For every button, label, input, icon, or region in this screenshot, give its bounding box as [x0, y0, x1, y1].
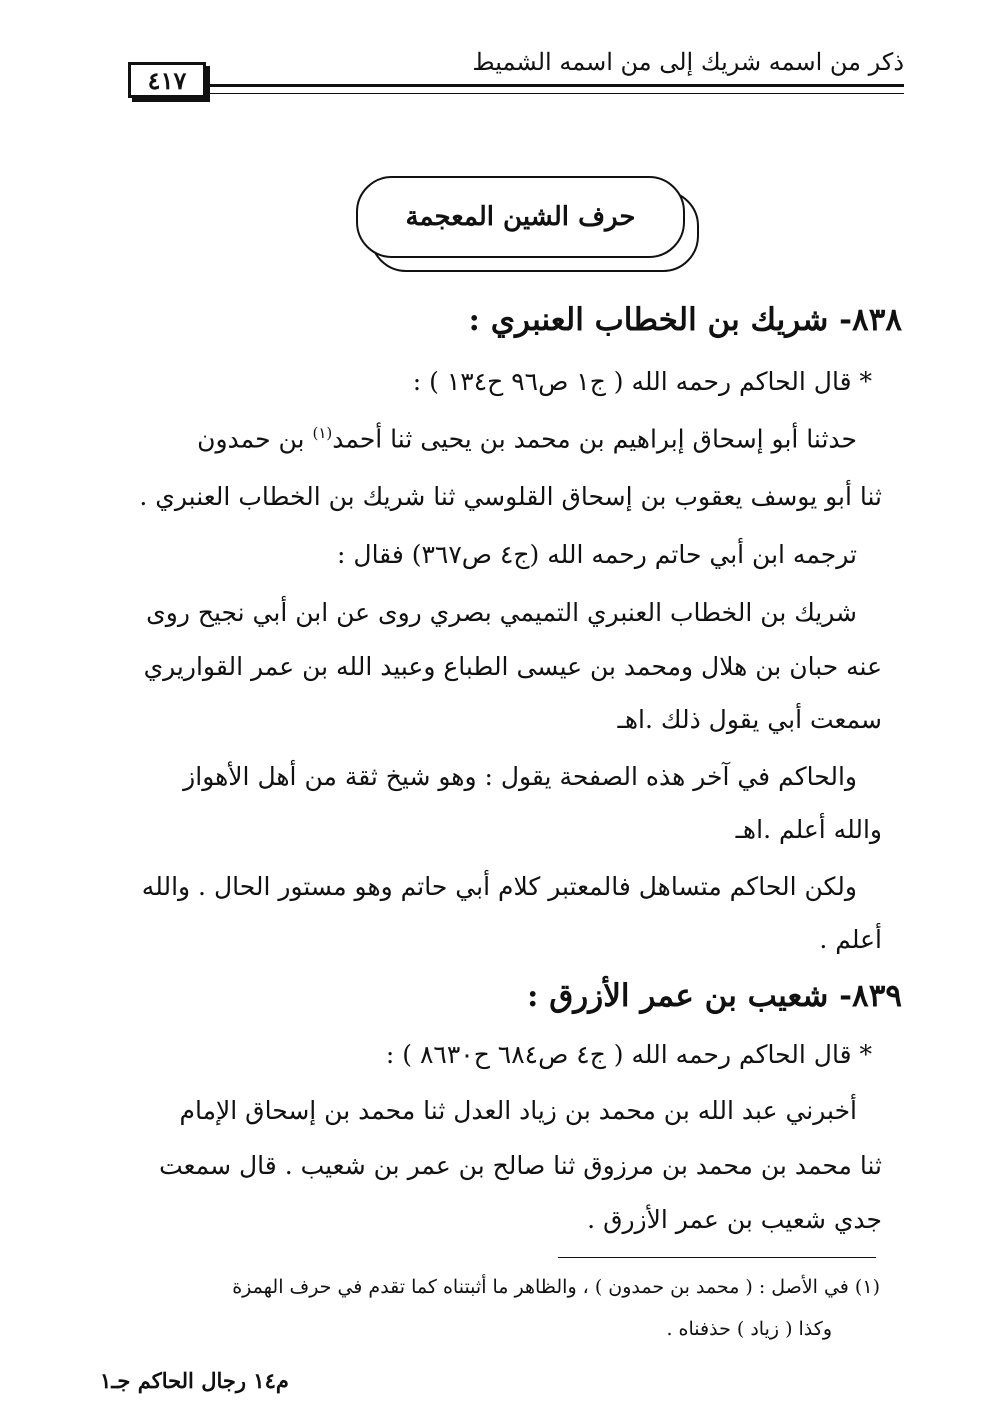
text-line: شريك بن الخطاب العنبري التميمي بصري روى عن ابن أبي نجيح روى	[146, 598, 857, 627]
running-title: ذكر من اسمه شريك إلى من اسمه الشميط	[472, 48, 904, 76]
text-line: أخبرني عبد الله بن محمد بن زياد العدل ثنا محمد بن إسحاق الإمام	[179, 1096, 857, 1125]
text-line: والله أعلم .اهـ	[735, 815, 882, 844]
entry-heading: ٨٣٨- شريك بن الخطاب العنبري :	[468, 302, 902, 338]
page-number: ٤١٧	[128, 62, 206, 98]
text-line: ترجمه ابن أبي حاتم رحمه الله (ج٤ ص٣٦٧) فقال :	[337, 540, 857, 569]
text-line: والحاكم في آخر هذه الصفحة يقول : وهو شيخ ثقة من أهل الأهواز	[183, 762, 857, 791]
text-line: ثنا محمد بن محمد بن مرزوق ثنا صالح بن عمر بن شعيب . قال سمعت	[159, 1151, 882, 1180]
text-line: ثنا أبو يوسف يعقوب بن إسحاق القلوسي ثنا شريك بن الخطاب العنبري .	[139, 482, 882, 511]
entry-heading: ٨٣٩- شعيب بن عمر الأزرق :	[527, 978, 902, 1014]
footnote-rule	[558, 1257, 876, 1258]
source-citation: * قال الحاكم رحمه الله ( ج١ ص٩٦ ح١٣٤ ) :	[412, 367, 872, 396]
chapter-title: حرف الشين المعجمة	[356, 176, 685, 258]
text-line: عنه حبان بن هلال ومحمد بن عيسى الطباع وعبيد الله بن عمر القواريري	[143, 652, 882, 681]
text-line: أعلم .	[819, 925, 882, 954]
footnote-text: وكذا ( زياد ) حذفناه .	[666, 1318, 832, 1340]
header-rule	[205, 84, 904, 94]
text-line: حدثنا أبو إسحاق إبراهيم بن محمد بن يحيى ثنا أحمد$^{(١)}$ بن حمدون	[197, 424, 857, 454]
footnote-marker: (١)	[312, 424, 333, 442]
text-line: سمعت أبي يقول ذلك .اهـ	[617, 705, 882, 734]
source-citation: * قال الحاكم رحمه الله ( ج٤ ص٦٨٤ ح٨٦٣٠ ) :	[385, 1040, 872, 1069]
text-line: ولكن الحاكم متساهل فالمعتبر كلام أبي حاتم وهو مستور الحال . والله	[141, 872, 857, 901]
footnote-text: (١) في الأصل : ( محمد بن حمدون ) ، والظاهر ما أثبتناه كما تقدم في حرف الهمزة	[232, 1276, 880, 1298]
signature-mark: م١٤ رجال الحاكم جـ١	[100, 1368, 289, 1393]
text-line: جدي شعيب بن عمر الأزرق .	[587, 1205, 882, 1234]
